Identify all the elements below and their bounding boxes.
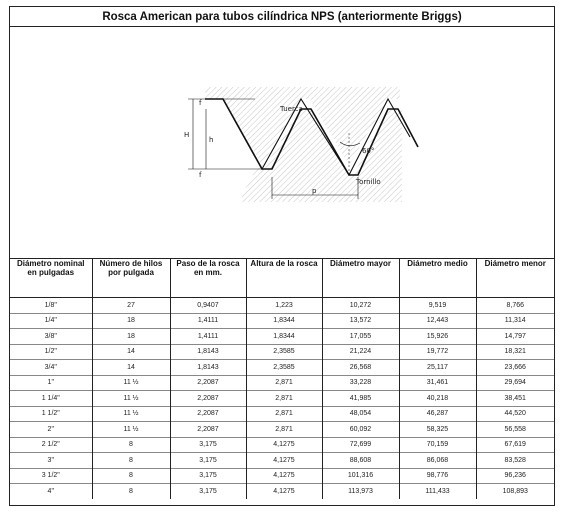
cell-pitch-diameter: 46,287 — [399, 406, 476, 422]
f-top-label: f — [199, 99, 202, 107]
cell-nominal-diameter: 1 1/2" — [10, 406, 92, 422]
cell-threads-per-inch: 27 — [92, 298, 170, 314]
table-row — [10, 406, 554, 422]
cell-nominal-diameter: 3/8" — [10, 329, 92, 345]
H-label: H — [184, 131, 190, 139]
table-row — [10, 375, 554, 391]
cell-thread-height: 2,871 — [246, 375, 322, 391]
cell-minor-diameter: 83,528 — [476, 453, 554, 469]
cell-pitch-diameter: 31,461 — [399, 375, 476, 391]
cell-nominal-diameter: 3" — [10, 453, 92, 469]
cell-minor-diameter: 11,314 — [476, 313, 554, 329]
cell-major-diameter: 48,054 — [322, 406, 399, 422]
cell-pitch: 3,175 — [170, 453, 246, 469]
table-row — [10, 453, 554, 469]
cell-threads-per-inch: 8 — [92, 437, 170, 453]
cell-threads-per-inch: 8 — [92, 468, 170, 484]
cell-nominal-diameter: 2 1/2" — [10, 437, 92, 453]
cell-pitch-diameter: 12,443 — [399, 313, 476, 329]
table-row — [10, 313, 554, 329]
table-row — [10, 298, 554, 314]
cell-pitch-diameter: 70,159 — [399, 437, 476, 453]
cell-minor-diameter: 56,558 — [476, 422, 554, 438]
col-header-thread-height: Altura de la rosca — [246, 259, 322, 298]
angle-label: 60° — [362, 147, 375, 155]
cell-threads-per-inch: 18 — [92, 329, 170, 345]
cell-thread-height: 1,8344 — [246, 313, 322, 329]
cell-threads-per-inch: 11 ½ — [92, 406, 170, 422]
cell-thread-height: 2,871 — [246, 422, 322, 438]
cell-pitch-diameter: 111,433 — [399, 484, 476, 499]
cell-minor-diameter: 29,694 — [476, 375, 554, 391]
screw-label: Tornillo — [356, 178, 381, 186]
cell-pitch: 3,175 — [170, 484, 246, 499]
h-label: h — [209, 136, 214, 144]
cell-pitch: 1,4111 — [170, 329, 246, 345]
cell-major-diameter: 17,055 — [322, 329, 399, 345]
cell-thread-height: 2,3585 — [246, 360, 322, 376]
cell-threads-per-inch: 11 ½ — [92, 375, 170, 391]
pitch-label: p — [312, 187, 317, 195]
cell-pitch: 2,2087 — [170, 422, 246, 438]
cell-thread-height: 1,8344 — [246, 329, 322, 345]
cell-minor-diameter: 96,236 — [476, 468, 554, 484]
cell-major-diameter: 101,316 — [322, 468, 399, 484]
document-sheet — [9, 6, 555, 506]
cell-pitch: 3,175 — [170, 468, 246, 484]
col-header-minor-diameter: Diámetro menor — [476, 259, 554, 298]
cell-major-diameter: 21,224 — [322, 344, 399, 360]
cell-thread-height: 2,871 — [246, 391, 322, 407]
table-row — [10, 391, 554, 407]
cell-major-diameter: 10,272 — [322, 298, 399, 314]
cell-pitch: 1,8143 — [170, 344, 246, 360]
cell-pitch-diameter: 40,218 — [399, 391, 476, 407]
table-row — [10, 344, 554, 360]
cell-minor-diameter: 44,520 — [476, 406, 554, 422]
cell-pitch: 3,175 — [170, 437, 246, 453]
col-header-major-diameter: Diámetro mayor — [322, 259, 399, 298]
cell-major-diameter: 41,985 — [322, 391, 399, 407]
cell-threads-per-inch: 11 ½ — [92, 391, 170, 407]
cell-nominal-diameter: 1/8" — [10, 298, 92, 314]
cell-minor-diameter: 38,451 — [476, 391, 554, 407]
table-header-row — [10, 259, 554, 298]
cell-major-diameter: 88,608 — [322, 453, 399, 469]
cell-pitch-diameter: 25,117 — [399, 360, 476, 376]
col-header-threads-per-inch: Número de hilos por pulgada — [92, 259, 170, 298]
cell-threads-per-inch: 14 — [92, 344, 170, 360]
cell-pitch: 2,2087 — [170, 391, 246, 407]
thread-profile-drawing — [10, 27, 554, 259]
table-row — [10, 422, 554, 438]
cell-pitch-diameter: 19,772 — [399, 344, 476, 360]
cell-nominal-diameter: 1/4" — [10, 313, 92, 329]
cell-threads-per-inch: 8 — [92, 453, 170, 469]
nut-label: Tuerca — [280, 105, 303, 113]
cell-pitch: 1,4111 — [170, 313, 246, 329]
col-header-pitch-diameter: Diámetro medio — [399, 259, 476, 298]
cell-thread-height: 4,1275 — [246, 484, 322, 499]
cell-major-diameter: 113,973 — [322, 484, 399, 499]
cell-major-diameter: 26,568 — [322, 360, 399, 376]
cell-nominal-diameter: 3/4" — [10, 360, 92, 376]
page-title: Rosca American para tubos cilíndrica NPS (anteriormente Briggs) — [10, 7, 554, 27]
cell-major-diameter: 60,092 — [322, 422, 399, 438]
cell-threads-per-inch: 11 ½ — [92, 422, 170, 438]
table-row — [10, 437, 554, 453]
cell-nominal-diameter: 1 1/4" — [10, 391, 92, 407]
cell-pitch-diameter: 15,926 — [399, 329, 476, 345]
f-bottom-label: f — [199, 171, 202, 179]
table-body — [10, 298, 554, 499]
cell-major-diameter: 72,699 — [322, 437, 399, 453]
cell-pitch: 2,2087 — [170, 406, 246, 422]
col-header-nominal-diameter: Diámetro nominal en pulgadas — [16, 259, 85, 277]
cell-nominal-diameter: 2" — [10, 422, 92, 438]
table-row — [10, 329, 554, 345]
cell-threads-per-inch: 8 — [92, 484, 170, 499]
cell-pitch-diameter: 9,519 — [399, 298, 476, 314]
cell-minor-diameter: 18,321 — [476, 344, 554, 360]
cell-minor-diameter: 67,619 — [476, 437, 554, 453]
cell-threads-per-inch: 14 — [92, 360, 170, 376]
cell-minor-diameter: 108,893 — [476, 484, 554, 499]
cell-nominal-diameter: 3 1/2" — [10, 468, 92, 484]
table-row — [10, 484, 554, 499]
cell-thread-height: 4,1275 — [246, 468, 322, 484]
cell-thread-height: 1,223 — [246, 298, 322, 314]
cell-threads-per-inch: 18 — [92, 313, 170, 329]
cell-major-diameter: 33,228 — [322, 375, 399, 391]
cell-major-diameter: 13,572 — [322, 313, 399, 329]
cell-thread-height: 2,871 — [246, 406, 322, 422]
thread-table — [10, 259, 554, 499]
cell-pitch-diameter: 86,068 — [399, 453, 476, 469]
cell-nominal-diameter: 1/2" — [10, 344, 92, 360]
cell-nominal-diameter: 1" — [10, 375, 92, 391]
cell-nominal-diameter: 4" — [10, 484, 92, 499]
cell-thread-height: 2,3585 — [246, 344, 322, 360]
table-row — [10, 468, 554, 484]
cell-thread-height: 4,1275 — [246, 453, 322, 469]
cell-pitch-diameter: 98,776 — [399, 468, 476, 484]
cell-pitch-diameter: 58,325 — [399, 422, 476, 438]
cell-minor-diameter: 23,666 — [476, 360, 554, 376]
cell-pitch: 0,9407 — [170, 298, 246, 314]
cell-pitch: 2,2087 — [170, 375, 246, 391]
cell-minor-diameter: 14,797 — [476, 329, 554, 345]
thread-profile-figure — [10, 27, 554, 259]
cell-minor-diameter: 8,766 — [476, 298, 554, 314]
table-row — [10, 360, 554, 376]
col-header-pitch: Paso de la rosca en mm. — [170, 259, 246, 298]
cell-pitch: 1,8143 — [170, 360, 246, 376]
cell-thread-height: 4,1275 — [246, 437, 322, 453]
